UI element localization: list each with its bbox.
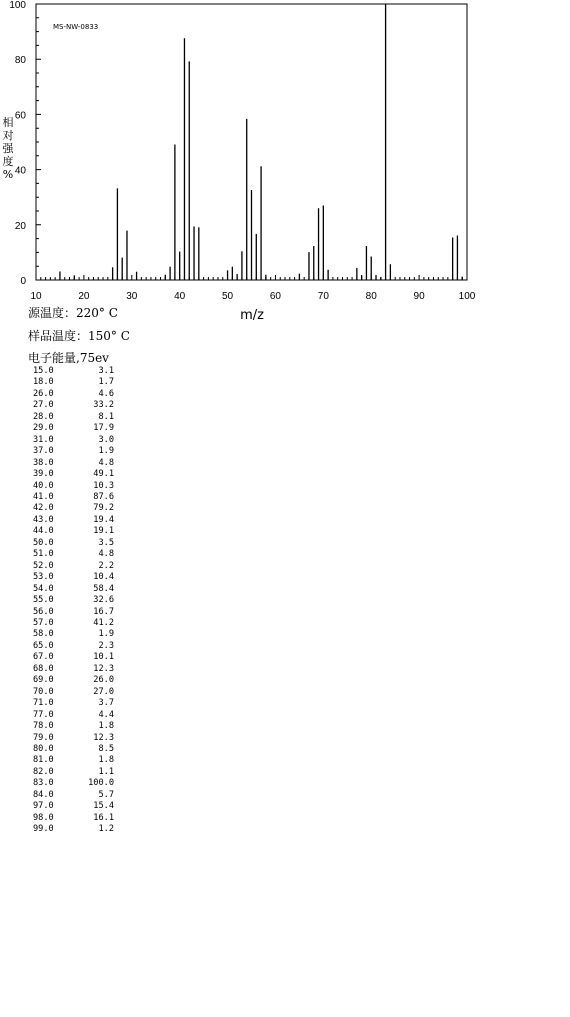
peak-mz: 26.0 (33, 388, 54, 399)
x-tick-label: 80 (365, 291, 377, 302)
peak-row (33, 435, 114, 446)
mass-spectrum-chart (0, 0, 570, 330)
peak-mz: 65.0 (33, 640, 54, 651)
peak-mz: 44.0 (33, 526, 54, 537)
peak-row (33, 652, 114, 663)
x-tick-label: 90 (413, 291, 425, 302)
peak-mz: 38.0 (33, 457, 54, 468)
peak-abundance: 19.4 (93, 514, 114, 525)
y-tick-label: 60 (14, 110, 26, 122)
x-tick-label: 40 (174, 291, 186, 302)
peak-row (33, 595, 114, 606)
peak-abundance: 27.0 (93, 686, 114, 697)
x-tick-label: 30 (126, 291, 138, 302)
peak-abundance: 19.1 (93, 526, 114, 537)
y-tick-label: 20 (14, 220, 26, 232)
peak-row (33, 618, 114, 629)
peak-mz: 84.0 (33, 789, 54, 800)
peak-row (33, 446, 114, 457)
chart-id-label: MS-NW-0833 (53, 23, 99, 31)
peak-abundance: 5.7 (98, 789, 114, 800)
peak-abundance: 1.8 (98, 721, 114, 732)
peak-abundance: 10.1 (93, 652, 114, 663)
peak-abundance: 26.0 (93, 675, 114, 686)
peak-mz: 51.0 (33, 549, 54, 560)
peak-abundance: 1.9 (98, 629, 114, 640)
peak-mz: 70.0 (33, 686, 54, 697)
x-tick-label: 50 (221, 291, 234, 302)
peak-row (33, 526, 114, 537)
peak-mz: 31.0 (33, 434, 54, 445)
peak-abundance: 79.2 (93, 503, 114, 514)
peak-row (33, 641, 114, 652)
peak-abundance: 8.1 (98, 411, 114, 422)
peak-abundance: 1.8 (98, 755, 114, 766)
peak-mz: 50.0 (33, 537, 54, 548)
peak-abundance: 12.3 (93, 663, 114, 674)
peak-abundance: 2.2 (98, 560, 114, 571)
peak-row (33, 389, 114, 400)
x-tick-label: 100 (458, 291, 476, 302)
peak-abundance: 3.7 (98, 698, 114, 709)
peak-abundance: 15.4 (93, 801, 114, 812)
x-tick-label: 10 (30, 291, 42, 302)
y-tick-label: 80 (14, 55, 26, 67)
peak-row (33, 423, 114, 434)
peak-abundance: 10.4 (93, 572, 114, 583)
peak-mz: 55.0 (33, 595, 54, 606)
peak-mz: 56.0 (33, 606, 54, 617)
peak-row (33, 400, 114, 411)
peak-mz: 41.0 (33, 491, 54, 502)
peak-mz: 53.0 (33, 572, 54, 583)
peak-row (33, 698, 114, 709)
peak-mz: 80.0 (33, 743, 54, 754)
peak-row (33, 767, 114, 778)
y-tick-label: 0 (20, 276, 26, 287)
x-tick-label: 70 (317, 291, 329, 302)
peak-mz: 99.0 (33, 824, 54, 835)
y-tick-label: 100 (9, 0, 26, 11)
peak-abundance: 49.1 (93, 469, 114, 480)
peak-mz: 98.0 (33, 812, 54, 823)
peak-mz: 54.0 (33, 583, 54, 594)
peak-row (33, 366, 114, 377)
peak-mz: 40.0 (33, 480, 54, 491)
peak-mz: 29.0 (33, 423, 54, 434)
peak-row (33, 607, 114, 618)
peak-row (33, 721, 114, 732)
x-axis-label: m/z (240, 308, 264, 323)
peak-mz: 97.0 (33, 801, 54, 812)
peak-abundance: 3.1 (98, 366, 114, 376)
peak-abundance: 4.8 (98, 457, 114, 468)
peak-mz: 67.0 (33, 652, 54, 663)
peak-mz: 43.0 (33, 514, 54, 525)
peak-row (33, 503, 114, 514)
peak-row (33, 664, 114, 675)
peak-abundance: 16.7 (93, 606, 114, 617)
peak-mz: 27.0 (33, 400, 54, 411)
peak-abundance: 1.2 (98, 824, 114, 835)
peak-mz: 79.0 (33, 732, 54, 743)
peak-abundance: 4.4 (98, 709, 114, 720)
peak-row (33, 824, 114, 835)
peak-row (33, 572, 114, 583)
peak-abundance: 100.0 (88, 778, 114, 789)
peak-row (33, 675, 114, 686)
peak-mz: 83.0 (33, 778, 54, 789)
source-temperature: 源温度：220° C (28, 306, 118, 320)
peak-abundance: 12.3 (93, 732, 114, 743)
peak-abundance: 33.2 (93, 400, 114, 411)
peak-abundance: 4.8 (98, 549, 114, 560)
peak-abundance: 3.0 (98, 434, 114, 445)
peak-abundance: 1.7 (98, 377, 114, 388)
peak-row (33, 710, 114, 721)
peak-mz: 69.0 (33, 675, 54, 686)
peak-abundance: 16.1 (93, 812, 114, 823)
peak-mz: 82.0 (33, 766, 54, 777)
peak-row (33, 801, 114, 812)
peak-abundance: 58.4 (93, 583, 114, 594)
peak-mz: 52.0 (33, 560, 54, 571)
peak-abundance: 1.9 (98, 446, 114, 457)
peak-abundance: 2.3 (98, 640, 114, 651)
peak-mz: 28.0 (33, 411, 54, 422)
peak-row (33, 813, 114, 824)
peak-row (33, 561, 114, 572)
peak-mz: 77.0 (33, 709, 54, 720)
peak-abundance: 10.3 (93, 480, 114, 491)
peak-row (33, 458, 114, 469)
peak-row (33, 778, 114, 789)
peak-abundance: 1.1 (98, 766, 114, 777)
peak-row (33, 492, 114, 503)
peak-abundance: 17.9 (93, 423, 114, 434)
peak-abundance: 41.2 (93, 617, 114, 628)
peak-row (33, 629, 114, 640)
peak-mz: 42.0 (33, 503, 54, 514)
peak-mz: 58.0 (33, 629, 54, 640)
peak-abundance: 3.5 (98, 537, 114, 548)
peak-row (33, 687, 114, 698)
peak-abundance: 87.6 (93, 491, 114, 502)
peak-abundance: 32.6 (93, 595, 114, 606)
peak-abundance: 8.5 (98, 743, 114, 754)
y-axis-label: 相对强度% (2, 116, 14, 181)
peak-mz: 81.0 (33, 755, 54, 766)
peak-row (33, 755, 114, 766)
peak-row (33, 377, 114, 388)
peak-row (33, 412, 114, 423)
peak-mz: 39.0 (33, 469, 54, 480)
peak-table (33, 366, 114, 836)
peak-mz: 57.0 (33, 617, 54, 628)
y-tick-label: 40 (14, 165, 26, 177)
peak-mz: 78.0 (33, 721, 54, 732)
x-tick-label: 20 (78, 291, 90, 302)
peak-abundance: 4.6 (98, 388, 114, 399)
peak-row (33, 733, 114, 744)
peak-row (33, 744, 114, 755)
peak-mz: 68.0 (33, 663, 54, 674)
peak-row (33, 515, 114, 526)
peak-row (33, 584, 114, 595)
peak-row (33, 538, 114, 549)
peak-mz: 37.0 (33, 446, 54, 457)
electron-energy: 电子能量,75ev (28, 351, 109, 365)
sample-temperature: 样品温度：150° C (28, 329, 130, 343)
peak-mz: 71.0 (33, 698, 54, 709)
peak-row (33, 481, 114, 492)
peak-mz: 18.0 (33, 377, 54, 388)
peak-row (33, 790, 114, 801)
peak-row (33, 549, 114, 560)
peak-mz: 15.0 (33, 366, 54, 376)
x-tick-label: 60 (269, 291, 282, 302)
peak-row (33, 469, 114, 480)
